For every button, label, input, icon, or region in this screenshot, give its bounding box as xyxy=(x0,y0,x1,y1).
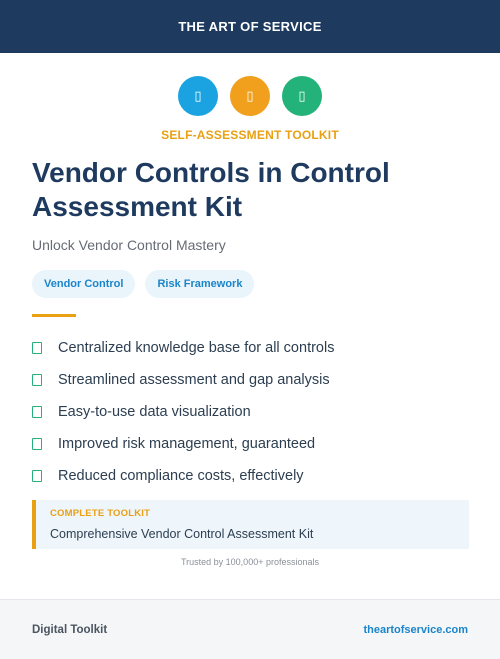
brand-name: THE ART OF SERVICE xyxy=(178,19,322,34)
feature-text: Streamlined assessment and gap analysis xyxy=(58,372,330,388)
feature-item xyxy=(32,428,472,460)
tag-risk-framework: Risk Framework xyxy=(145,270,254,298)
green-badge-icon: ▯ xyxy=(282,76,322,116)
feature-text: Reduced compliance costs, effectively xyxy=(58,468,304,484)
feature-item xyxy=(32,364,472,396)
footer-label: Digital Toolkit xyxy=(32,623,108,636)
website-link[interactable]: theartofservice.com xyxy=(363,623,468,636)
check-icon xyxy=(32,438,42,450)
feature-item xyxy=(32,396,472,428)
feature-list xyxy=(32,332,472,492)
check-icon xyxy=(32,374,42,386)
complete-toolkit-callout xyxy=(32,500,469,549)
feature-item xyxy=(32,332,472,364)
blue-badge-icon: ▯ xyxy=(178,76,218,116)
tag-list xyxy=(32,270,254,298)
page-title: Vendor Controls in Control Assessment Kit xyxy=(32,157,390,222)
icon-row xyxy=(0,76,500,116)
orange-badge-icon: ▯ xyxy=(230,76,270,116)
callout-label: COMPLETE TOOLKIT xyxy=(50,508,151,519)
feature-text: Centralized knowledge base for all controls xyxy=(58,340,335,356)
feature-text: Easy-to-use data visualization xyxy=(58,404,251,420)
feature-text: Improved risk management, guaranteed xyxy=(58,436,316,452)
check-icon xyxy=(32,406,42,418)
tag-vendor-control: Vendor Control xyxy=(32,270,135,298)
check-icon xyxy=(32,470,42,482)
top-banner xyxy=(0,0,500,53)
footer xyxy=(0,599,500,659)
feature-item xyxy=(32,460,472,492)
accent-divider xyxy=(32,314,76,317)
page-subtitle: Unlock Vendor Control Mastery xyxy=(32,237,226,253)
callout-text: Comprehensive Vendor Control Assessment Kit xyxy=(50,527,314,541)
check-icon xyxy=(32,342,42,354)
toolkit-kicker: SELF-ASSESSMENT TOOLKIT xyxy=(161,128,339,142)
trusted-by-note: Trusted by 100,000+ professionals xyxy=(180,557,319,567)
